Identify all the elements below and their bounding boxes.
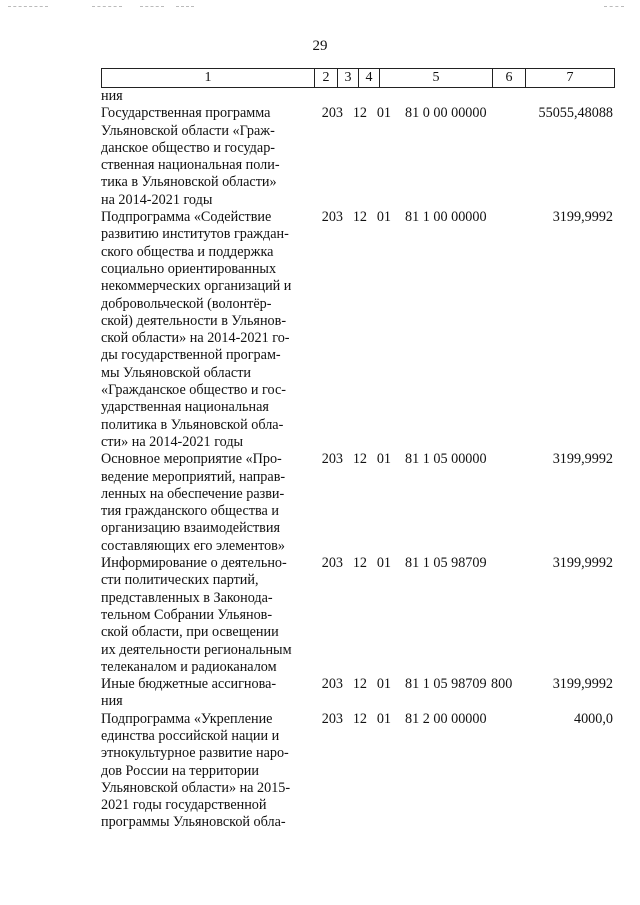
row-target-code: 81 2 00 00000 bbox=[405, 710, 487, 727]
row-ministry-code: 203 bbox=[321, 105, 343, 122]
table-row bbox=[101, 88, 613, 105]
row-description: Информирование о деятельно- сти политических партий, представленных в Законода- тельном Собрании Ульянов- ской области, при освещении их деятельности региональным телеканалом и радиоканалом bbox=[101, 555, 292, 675]
header-col-4: 4 bbox=[359, 69, 380, 88]
table-row bbox=[101, 711, 613, 832]
header-col-7: 7 bbox=[526, 69, 615, 88]
row-subsection-code: 01 bbox=[376, 105, 391, 122]
header-col-2: 2 bbox=[315, 69, 338, 88]
row-target-code: 81 1 05 98709 bbox=[405, 676, 487, 693]
row-subsection-code: 01 bbox=[376, 710, 391, 727]
page-number: 29 bbox=[312, 38, 328, 54]
row-subsection-code: 01 bbox=[376, 676, 391, 693]
table-row bbox=[101, 676, 613, 711]
row-expense-type: 800 bbox=[491, 676, 513, 693]
table-row bbox=[101, 451, 613, 555]
header-col-6: 6 bbox=[493, 69, 526, 88]
row-section-code: 12 bbox=[352, 555, 367, 572]
table-row bbox=[101, 209, 613, 451]
row-ministry-code: 203 bbox=[321, 676, 343, 693]
row-amount: 3199,9992 bbox=[552, 555, 613, 572]
header-col-3: 3 bbox=[338, 69, 359, 88]
row-amount: 3199,9992 bbox=[552, 676, 613, 693]
header-col-5: 5 bbox=[380, 69, 493, 88]
row-subsection-code: 01 bbox=[376, 209, 391, 226]
column-header-table bbox=[101, 68, 615, 88]
row-ministry-code: 203 bbox=[321, 555, 343, 572]
row-amount: 3199,9992 bbox=[552, 209, 613, 226]
row-description: Основное мероприятие «Про- ведение мероприятий, направ- ленных на обеспечение разви- тия гражданского общества и организацию взаимодействия составляющих его элементов» bbox=[101, 451, 286, 554]
row-description: Иные бюджетные ассигнова- ния bbox=[101, 676, 277, 710]
header-col-1: 1 bbox=[102, 69, 315, 88]
row-subsection-code: 01 bbox=[376, 555, 391, 572]
scan-artifacts bbox=[0, 6, 640, 10]
row-ministry-code: 203 bbox=[321, 710, 343, 727]
row-ministry-code: 203 bbox=[321, 451, 343, 468]
row-description: ния bbox=[101, 88, 123, 104]
row-target-code: 81 0 00 00000 bbox=[405, 105, 487, 122]
row-section-code: 12 bbox=[352, 676, 367, 693]
row-description: Подпрограмма «Содействие развитию институтов граждан- ского общества и поддержка социально ориентированных некоммерческих организаций и добровольческой (волонтёр- ской) деятельности в Ульянов- ской области» на 2014-2021 го- ды государственной програм- мы Ульяновской области «Гражданское общество и гос- ударственная национальная политика в Ульяновской обла- сти» на 2014-2021 годы bbox=[101, 209, 292, 450]
row-ministry-code: 203 bbox=[321, 209, 343, 226]
row-amount: 4000,0 bbox=[573, 710, 613, 727]
row-target-code: 81 1 05 98709 bbox=[405, 555, 487, 572]
table-body bbox=[101, 88, 613, 832]
row-amount: 3199,9992 bbox=[552, 451, 613, 468]
row-section-code: 12 bbox=[352, 451, 367, 468]
row-target-code: 81 1 00 00000 bbox=[405, 209, 487, 226]
row-section-code: 12 bbox=[352, 209, 367, 226]
row-section-code: 12 bbox=[352, 710, 367, 727]
row-description: Подпрограмма «Укрепление единства российской нации и этнокультурное развитие наро- дов России на территории Ульяновской области» на 2015- 2021 годы государственной программы Ульяновской обла- bbox=[101, 710, 291, 831]
row-description: Государственная программа Ульяновской области «Граж- данское общество и государ- ственная национальная поли- тика в Ульяновской области» на 2014-2021 годы bbox=[101, 105, 280, 208]
row-target-code: 81 1 05 00000 bbox=[405, 451, 487, 468]
table-row bbox=[101, 105, 613, 209]
row-subsection-code: 01 bbox=[376, 451, 391, 468]
table-row bbox=[101, 555, 613, 676]
row-section-code: 12 bbox=[352, 105, 367, 122]
row-amount: 55055,48088 bbox=[538, 105, 613, 122]
